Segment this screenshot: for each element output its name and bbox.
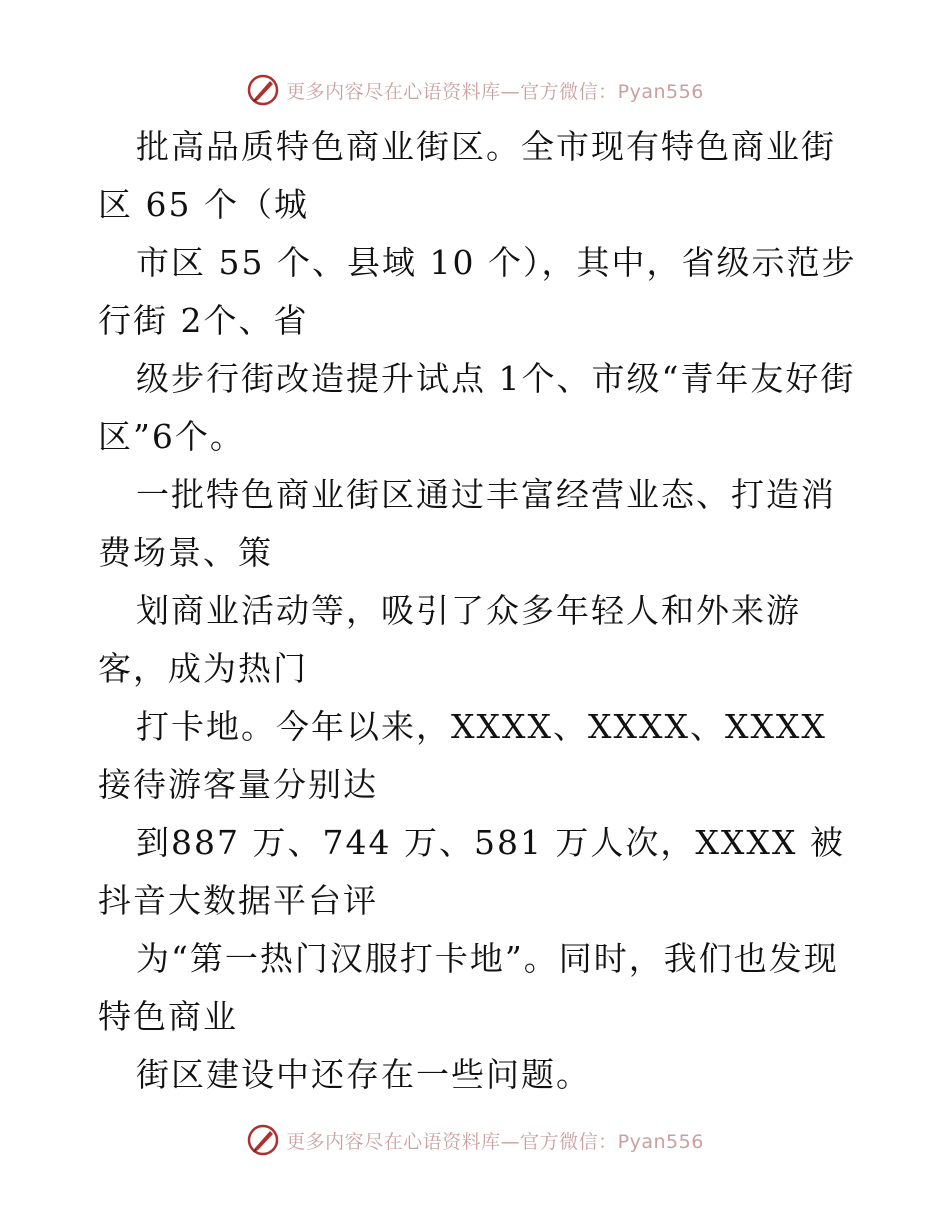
paragraph-line: 批高品质特色商业街区。全市现有特色商业街区 65 个（城 [98, 127, 836, 224]
watermark-text: 更多内容尽在心语资料库—官方微信：Pyan556 [286, 80, 704, 103]
footer-watermark [0, 1120, 950, 1160]
paragraph-line: 级步行街改造提升试点 1个、市级“青年友好街区”6个。 [98, 359, 856, 456]
watermark-text: 更多内容尽在心语资料库—官方微信：Pyan556 [286, 1130, 704, 1153]
header-watermark [0, 70, 950, 110]
paragraph-line: 市区 55 个、县域 10 个），其中，省级示范步行街 2个、省 [98, 243, 857, 340]
paragraph-line: 街区建设中还存在一些问题。 [136, 1055, 591, 1094]
quill-pen-logo-icon [246, 1123, 280, 1157]
quill-pen-logo-icon [246, 73, 280, 107]
paragraph-line: 划商业活动等，吸引了众多年轻人和外来游客，成为热门 [98, 591, 801, 688]
paragraph-line: 到887 万、744 万、581 万人次，XXXX 被抖音大数据平台评 [98, 823, 845, 920]
paragraph-line: 为“第一热门汉服打卡地”。同时，我们也发现特色商业 [98, 939, 839, 1036]
document-body [98, 118, 858, 1104]
paragraph-line: 打卡地。今年以来，XXXX、XXXX、XXXX 接待游客量分别达 [98, 707, 827, 804]
paragraph-line: 一批特色商业街区通过丰富经营业态、打造消费场景、策 [98, 475, 836, 572]
